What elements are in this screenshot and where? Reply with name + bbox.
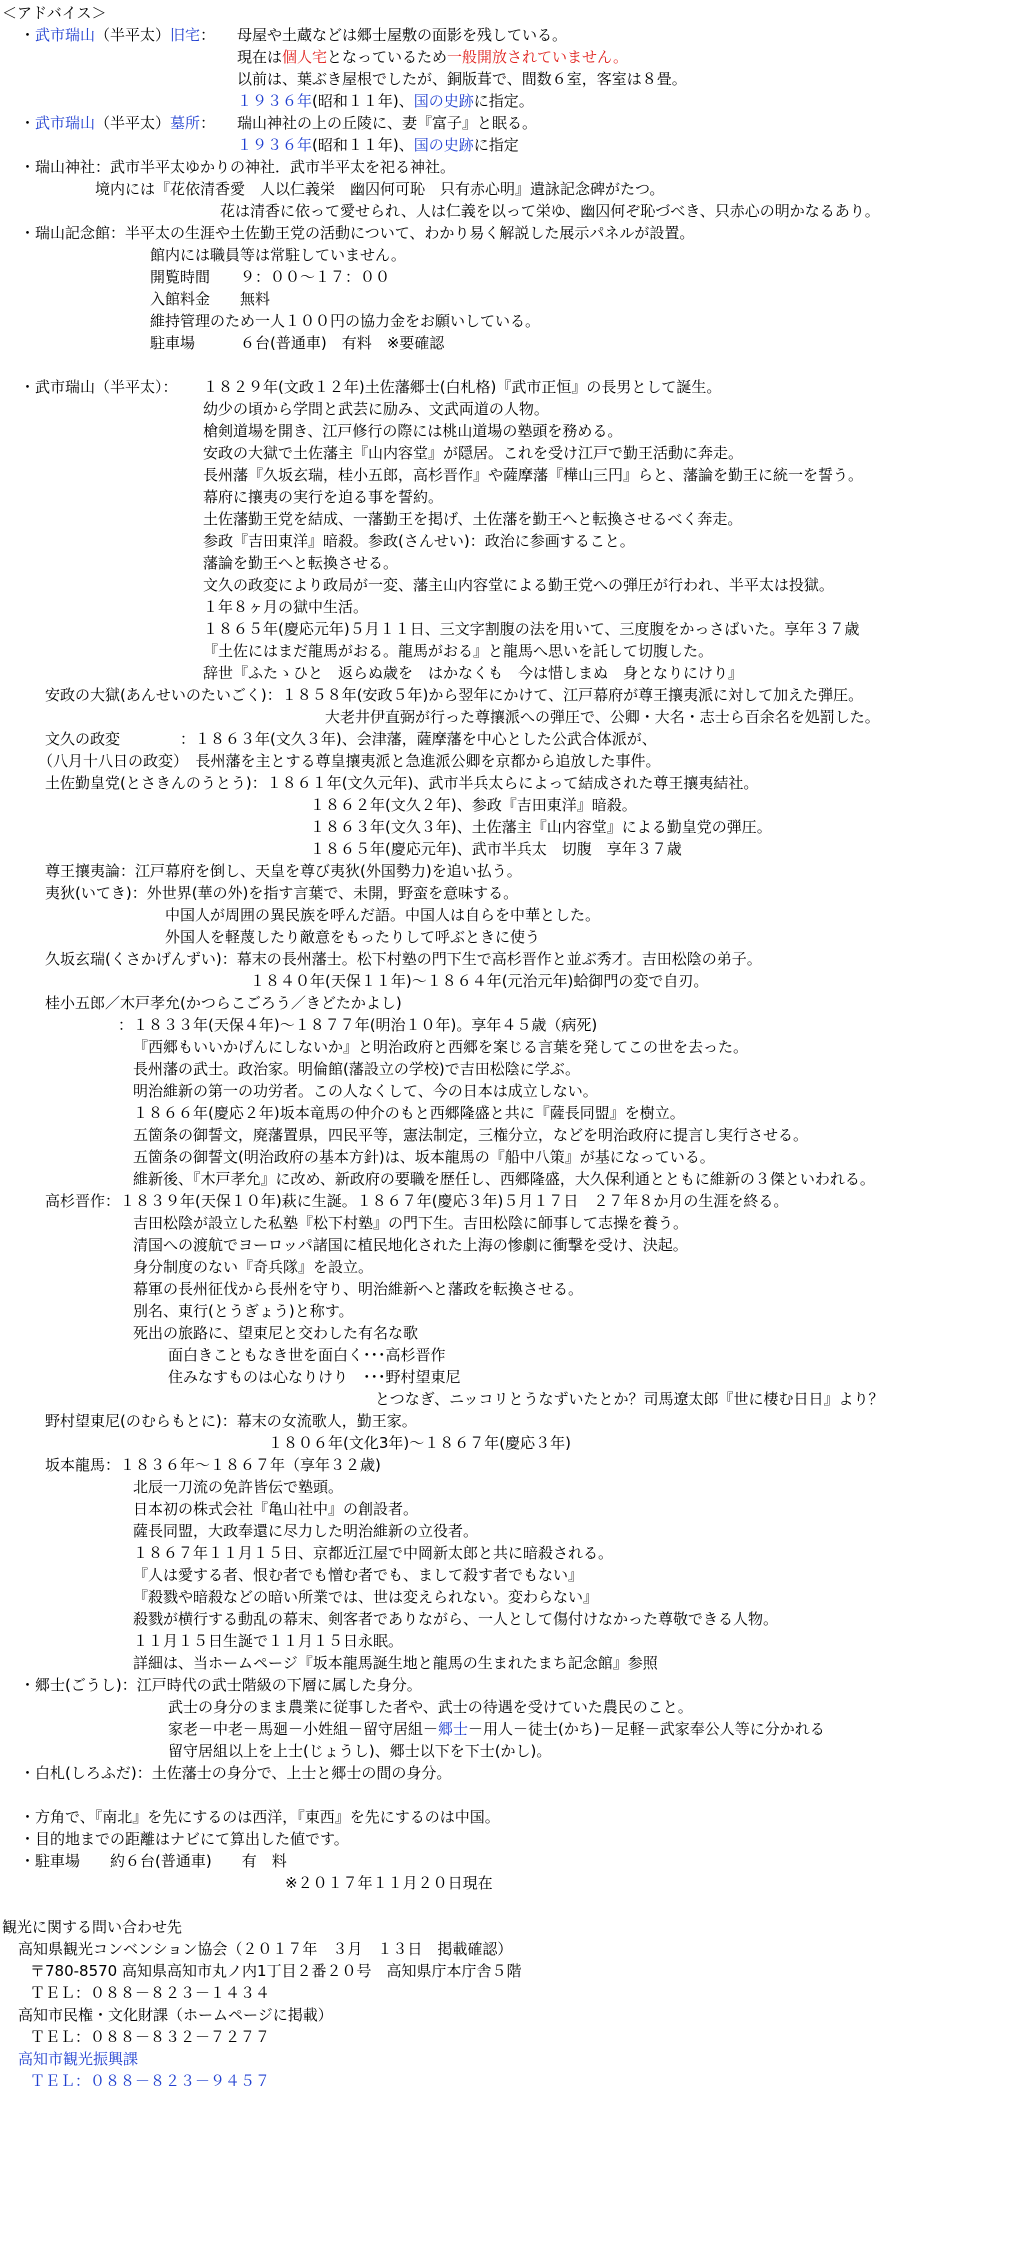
takasugi-poem-1: 面白きこともなき世を面白く･･･高杉晋作 [168, 1346, 446, 1364]
takasugi-line-5: 幕軍の長州征伐から長州を守り、明治維新へと藩政を転換させる。 [133, 1280, 584, 1298]
kinnoto-line-1: 土佐勤皇党(とさきんのうとう)：１８６１年(文久元年)、武市半兵太らによって結成された尊王攘夷結社。 [45, 774, 759, 792]
ryoma-line-2: 北辰一刀流の免許皆伝で塾頭。 [133, 1478, 344, 1496]
kyutaku-line-2: 現在は個人宅となっているため一般開放されていません。 [237, 48, 628, 66]
takasugi-line-10: とつなぎ、ニッコリとうなずいたとか？司馬遼太郎『世に棲む日日』より？ [375, 1390, 884, 1408]
note-distance: ・目的地までの距離はナビにて算出した値です。 [20, 1830, 349, 1848]
taigoku-line-1: 安政の大獄(あんせいのたいごく)：１８５８年(安政５年)から翌年にかけて、江戸幕府が尊王攘夷派に対して加えた弾圧。 [45, 686, 864, 704]
kinnoto-line-2: １８６２年(文久２年)、参政『吉田東洋』暗殺。 [310, 796, 637, 814]
contact-address-1: 〒780-8570 高知県高知市丸ノ内1丁目２番２０号 高知県庁本庁舎５階 [30, 1962, 522, 1980]
section-heading: ＜アドバイス＞ [2, 4, 107, 22]
seihen-line-1: 文久の政変 ：１８６３年(文久３年)、会津藩，薩摩藩を中心とした公武合体派が、 [45, 730, 657, 748]
ryoma-line-7: 『殺戮や暗殺などの暗い所業では、世は変えられない。変わらない』 [133, 1588, 599, 1606]
ryoma-line-8: 殺戮が横行する動乱の幕末、剣客者でありながら、一人として傷付けなかった尊敬できる人物。 [133, 1610, 779, 1628]
takasugi-line-6: 別名、東行(とうぎょう)と称す。 [133, 1302, 354, 1320]
joi-line-2: 夷狄(いてき)：外世界(華の外)を指す言葉で、未開，野蛮を意味する。 [45, 884, 519, 902]
takasugi-line-4: 身分制度のない『奇兵隊』を設立。 [133, 1258, 374, 1276]
kinnoto-line-3: １８６３年(文久３年)、土佐藩主『山内容堂』による勤皇党の弾圧。 [310, 818, 772, 836]
katsura-line-2: 『西郷もいいかげんにしないか』と明治政府と西郷を案じる言葉を発してこの世を去った。 [133, 1038, 749, 1056]
joi-line-1: 尊王攘夷論：江戸幕府を倒し、天皇を尊び夷狄(外国勢力)を追い払う。 [45, 862, 522, 880]
hanpeita-line: 安政の大獄で土佐藩主『山内容堂』が隠居。これを受け江戸で勤王活動に奔走。 [203, 444, 744, 462]
kyutaku-title-line: ・武市瑞山（半平太）旧宅： [20, 26, 216, 44]
katsura-line-4: 明治維新の第一の功労者。この人なくして、今の日本は成立しない。 [133, 1082, 598, 1100]
goshi-line-3: 家老－中老－馬廻－小姓組－留守居組－郷士－用人－徒士(かち)－足軽－武家奉公人等に分かれる [168, 1720, 825, 1738]
katsura-line-3: 長州藩の武士。政治家。明倫館(藩設立の学校)で吉田松陰に学ぶ。 [133, 1060, 581, 1078]
goshi-line-4: 留守居組以上を上士(じょうし)、郷士以下を下士(かし)。 [168, 1742, 552, 1760]
takasugi-line-7: 死出の旅路に、望東尼と交わした有名な歌 [133, 1324, 419, 1342]
goshi-line-2: 武士の身分のまま農業に従事した者や、武士の待遇を受けていた農民のこと。 [168, 1698, 693, 1716]
nomura-line-2: １８０６年(文化3年)～１８６７年(慶応３年) [268, 1434, 571, 1452]
kinenkan-hours: 開覧時間 ９：００～１７：００ [150, 268, 391, 286]
kyutaku-name-link[interactable]: 武市瑞山 [35, 26, 96, 44]
kinenkan-donation: 維持管理のため一人１００円の協力金をお願いしている。 [150, 312, 541, 330]
taigoku-line-2: 大老井伊直弼が行った尊攘派への弾圧で、公卿・大名・志士ら百余名を処罰した。 [325, 708, 880, 726]
bosho-name-link[interactable]: 武市瑞山 [35, 114, 96, 132]
takasugi-line-1: 高杉晋作：１８３９年(天保１０年)萩に生誕。１８６７年(慶応３年)５月１７日 ２７年８か月の生涯を終る。 [45, 1192, 789, 1210]
joi-line-3: 中国人が周囲の異民族を呼んだ語。中国人は自らを中華とした。 [165, 906, 601, 924]
katsura-line-6: 五箇条の御誓文，廃藩置県，四民平等，憲法制定，三権分立，などを明治政府に提言し実行させる。 [133, 1126, 809, 1144]
kyutaku-line-4: １９３６年(昭和１１年)、国の史跡に指定。 [237, 92, 534, 110]
contact-title: 観光に関する問い合わせ先 [2, 1918, 183, 1936]
shirofuda-line: ・白札(しろふだ)：土佐藩士の身分で、上士と郷士の間の身分。 [20, 1764, 452, 1782]
hanpeita-line: １８２９年(文政１２年)土佐藩郷士(白札格)『武市正恒』の長男として誕生。 [203, 378, 722, 396]
private-house-note: 個人宅 [282, 48, 328, 66]
contact-org-1: 高知県観光コンベンション協会（２０１７年 ３月 １３日 掲載確認） [18, 1940, 513, 1958]
takasugi-poem-2: 住みなすものは心なりけり ･･･野村望東尼 [168, 1368, 461, 1386]
hanpeita-line: 『土佐にはまだ龍馬がおる。龍馬がおる』と龍馬へ思いを託して切腹した。 [203, 642, 714, 660]
hanpeita-label: ・武市瑞山（半平太）： [20, 378, 178, 396]
ryoma-line-5: １８６７年１１月１５日、京都近江屋で中岡新太郎と共に暗殺される。 [133, 1544, 614, 1562]
hanpeita-line: 藩論を勤王へと転換させる。 [203, 554, 399, 572]
ryoma-line-10: 詳細は、当ホームページ『坂本龍馬誕生地と龍馬の生まれたまち記念館』参照 [133, 1654, 658, 1672]
hanpeita-line: １８６５年(慶応元年)５月１１日、三文字割腹の法を用いて、三度腹をかっさばいた。享年３７歳 [203, 620, 860, 638]
katsura-line-1: ：１８３３年(天保４年)～１８７７年(明治１０年)。享年４５歳（病死) [118, 1016, 598, 1034]
contact-tel-3: ＴＥＬ：０８８－８２３－９４５７ [30, 2072, 271, 2090]
kinenkan-parking: 駐車場 ６台(普通車) 有料 ※要確認 [150, 334, 445, 352]
ryoma-line-9: １１月１５日生誕で１１月１５日永眠。 [133, 1632, 404, 1650]
hanpeita-line: 幕府に攘夷の実行を迫る事を誓約。 [203, 488, 444, 506]
seihen-line-2: （八月十八日の政変） 長州藩を主とする尊皇攘夷派と急進派公卿を京都から追放した事件。 [38, 752, 661, 770]
takasugi-line-2: 吉田松陰が設立した私塾『松下村塾』の門下生。吉田松陰に師事して志操を養う。 [133, 1214, 689, 1232]
kusaka-line-2: １８４０年(天保１１年)～１８６４年(元治元年)蛤御門の変で自刃。 [250, 972, 709, 990]
kinenkan-line-1: ・瑞山記念館：半平太の生涯や土佐勤王党の活動について、わかり易く解説した展示パネルが設置。 [20, 224, 695, 242]
jinja-line-3: 花は清香に依って愛せられ、人は仁義を以って栄ゆ、幽囚何ぞ恥づべき、只赤心の明かなるあり。 [220, 202, 880, 220]
jinja-line-2: 境内には『花依清香愛 人以仁義栄 幽囚何可恥 只有赤心明』遺詠記念碑がたつ。 [95, 180, 665, 198]
hanpeita-line: 参政『吉田東洋』暗殺。参政(さんせい)：政治に参画すること。 [203, 532, 635, 550]
contact-tel-2: ＴＥＬ：０８８－８３２－７２７７ [30, 2028, 271, 2046]
bosho-line-1: 瑞山神社の上の丘陵に、妻『富子』と眠る。 [237, 114, 538, 132]
not-open-note: 一般開放されていません。 [447, 48, 628, 66]
kinenkan-line-2: 館内には職員等は常駐していません。 [150, 246, 406, 264]
kinnoto-line-4: １８６５年(慶応元年)、武市半兵太 切腹 享年３７歳 [310, 840, 682, 858]
contact-tel-1: ＴＥＬ：０８８－８２３－１４３４ [30, 1984, 271, 2002]
hanpeita-line: 辞世『ふたゝひと 返らぬ歳を はかなくも 今は惜しまぬ 身となりにけり』 [203, 664, 744, 682]
ryoma-line-6: 『人は愛する者、恨む者でも憎む者でも、まして殺す者でもない』 [133, 1566, 584, 1584]
goshi-link[interactable]: 郷士 [438, 1720, 469, 1738]
hanpeita-line: 長州藩『久坂玄瑞，桂小五郎，高杉晋作』や薩摩藩『樺山三円』らと、藩論を勤王に統一を誓う。 [203, 466, 864, 484]
kyutaku-line-3: 以前は、葉ぶき屋根でしたが、銅版葺で、間数６室，客室は８畳。 [237, 70, 687, 88]
note-direction: ・方角で、『南北』を先にするのは西洋，『東西』を先にするのは中国。 [20, 1808, 500, 1826]
ryoma-line-1: 坂本龍馬：１８３６年～１８６７年（享年３２歳) [45, 1456, 381, 1474]
bosho-line-2: １９３６年(昭和１１年)、国の史跡に指定 [237, 136, 519, 154]
hanpeita-line: 土佐藩勤王党を結成、一藩勤王を掲げ、土佐藩を勤王へと転換させるべく奔走。 [203, 510, 743, 528]
contact-org-2: 高知市民権・文化財課（ホームページに掲載） [18, 2006, 333, 2024]
katsura-line-7: 五箇条の御誓文(明治政府の基本方針)は、坂本龍馬の『船中八策』が基になっている。 [133, 1148, 715, 1166]
note-date: ※２０１７年１１月２０日現在 [285, 1874, 493, 1892]
bosho-national-site-link[interactable]: 国の史跡 [413, 136, 474, 154]
contact-org-3-link[interactable]: 高知市観光振興課 [18, 2050, 139, 2068]
hanpeita-line: 文久の政変により政局が一変、藩主山内容堂による勤王党への弾圧が行われ、半平太は投獄。 [203, 576, 834, 594]
bosho-title-line: ・武市瑞山（半平太）墓所： [20, 114, 216, 132]
kinenkan-fee: 入館料金 無料 [150, 290, 271, 308]
hanpeita-line: １年８ヶ月の獄中生活。 [203, 598, 369, 616]
nomura-line-1: 野村望東尼(のむらもとに)：幕末の女流歌人，勤王家。 [45, 1412, 417, 1430]
jinja-line-1: ・瑞山神社：武市半平太ゆかりの神社．武市半平太を祀る神社。 [20, 158, 456, 176]
bosho-suffix-link[interactable]: 墓所 [170, 114, 201, 132]
note-parking: ・駐車場 約６台(普通車) 有 料 [20, 1852, 287, 1870]
kusaka-line-1: 久坂玄瑞(くさかげんずい)：幕末の長州藩士。松下村塾の門下生で高杉晋作と並ぶ秀才。吉田松陰の弟子。 [45, 950, 762, 968]
kyutaku-suffix-link[interactable]: 旧宅 [170, 26, 201, 44]
goshi-line-1: ・郷士(ごうし)：江戸時代の武士階級の下層に属した身分。 [20, 1676, 422, 1694]
kyutaku-national-site-link[interactable]: 国の史跡 [413, 92, 474, 110]
katsura-line-8: 維新後、『木戸孝允』に改め、新政府の要職を歴任し、西郷隆盛，大久保利通とともに維新の３傑といわれる。 [133, 1170, 875, 1188]
katsura-line-5: １８６６年(慶応２年)坂本竜馬の仲介のもと西郷隆盛と共に『薩長同盟』を樹立。 [133, 1104, 685, 1122]
hanpeita-line: 槍剣道場を開き、江戸修行の際には桃山道場の塾頭を務める。 [203, 422, 623, 440]
katsura-head: 桂小五郎／木戸孝允(かつらこごろう／きどたかよし) [45, 994, 402, 1012]
ryoma-line-3: 日本初の株式会社『亀山社中』の創設者。 [133, 1500, 419, 1518]
hanpeita-line: 幼少の頃から学問と武芸に励み、文武両道の人物。 [203, 400, 549, 418]
ryoma-line-4: 薩長同盟，大政奉還に尽力した明治維新の立役者。 [133, 1522, 479, 1540]
joi-line-4: 外国人を軽蔑したり敵意をもったりして呼ぶときに使う [165, 928, 541, 946]
kyutaku-line-1: 母屋や土蔵などは郷士屋敷の面影を残している。 [237, 26, 568, 44]
takasugi-line-3: 清国への渡航でヨーロッパ諸国に植民地化された上海の惨劇に衝撃を受け、決起。 [133, 1236, 688, 1254]
